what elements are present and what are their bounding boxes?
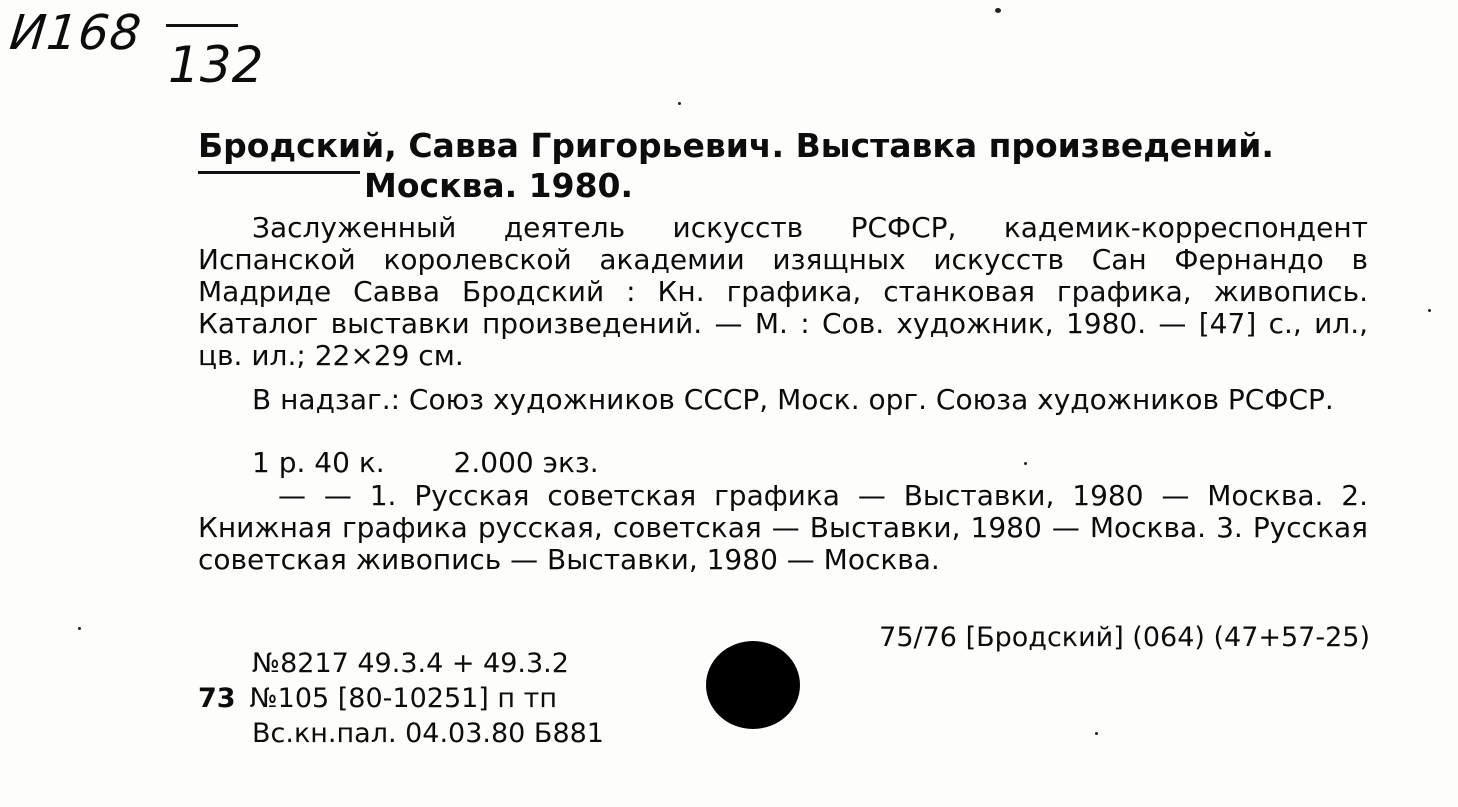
punch-hole: [706, 641, 800, 729]
overtitle-note-block: [198, 384, 1368, 416]
registration-line-1: №8217 49.3.4 + 49.3.2: [252, 648, 569, 679]
ink-speck: [1095, 732, 1098, 735]
ink-speck: [1024, 462, 1027, 465]
print-run: 2.000 экз.: [453, 446, 599, 479]
registration-line-3: Вс.кн.пал. 04.03.80 Б881: [252, 718, 604, 749]
copies-number: 73: [198, 683, 236, 714]
title-line-1: Выставка произведений.: [795, 126, 1274, 165]
handwritten-call-number: И168: [7, 5, 145, 61]
subject-headings: [198, 480, 1368, 576]
handwritten-fraction-number: 132: [168, 36, 264, 94]
price: 1 р. 40 к.: [252, 446, 385, 479]
title-line-2: Москва. 1980.: [364, 166, 634, 205]
handwritten-fraction: [158, 8, 264, 108]
ink-speck: [1428, 309, 1431, 312]
description-block: [198, 212, 1368, 372]
price-line: [252, 447, 852, 479]
registration-line-2-text: №105 [80-10251] п тп: [249, 683, 558, 714]
registration-line-2: [198, 681, 604, 716]
subject-text: — — 1. Русская советская графика — Выставки, 1980 — Москва. 2. Книжная графика русская, советская — Выставки, 1980 — Москва. 3. Русская советская живопись — Выставки, 1980 — Москва.: [198, 479, 1368, 576]
registration-block: [198, 646, 604, 751]
ink-speck: [678, 102, 681, 105]
description-text: Заслуженный деятель искусств РСФСР, кадемик-корреспондент Испанской королевской академии изящных искусств Сан Фернандо в Мадриде Савва Бродский : Кн. графика, станковая графика, живопись. Каталог выставки произведений. — М. : Сов. художник, 1980. — [47] с., ил., цв. ил.; 22×29 см.: [198, 211, 1368, 372]
ink-speck: [995, 8, 1001, 13]
card-heading: [198, 126, 1368, 206]
fraction-bar: [166, 24, 238, 27]
overtitle-note: В надзаг.: Союз художников СССР, Моск. орг. Союза художников РСФСР.: [252, 383, 1334, 416]
classification-index: 75/76 [Бродский] (064) (47+57-25): [879, 622, 1370, 653]
ink-speck: [78, 627, 81, 630]
author-name: Бродский, Савва Григорьевич.: [198, 126, 785, 165]
